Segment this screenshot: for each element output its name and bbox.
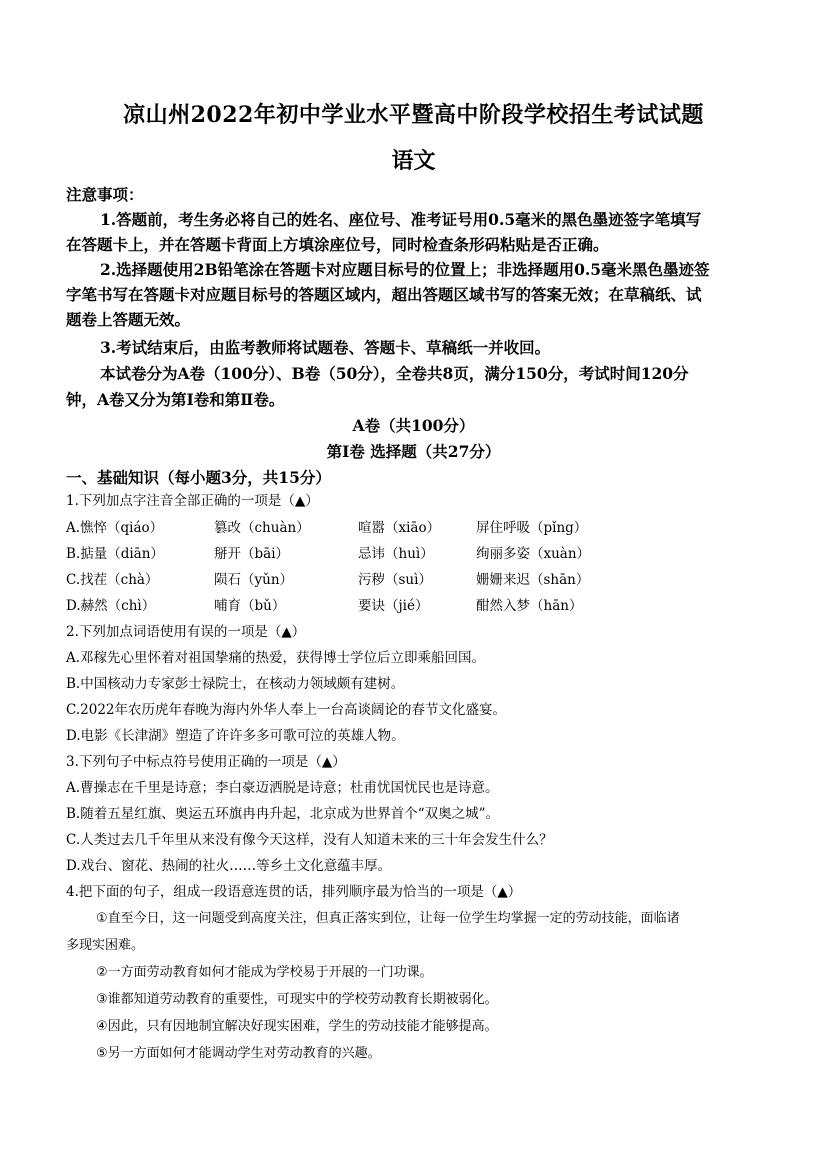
q4-sentence-5: ⑤另一方面如何才能调动学生对劳动教育的兴趣。 — [96, 1046, 381, 1061]
q3-option-c: C.人类过去几千年里从来没有像今天这样，没有人知道未来的三十年会发生什么？ — [66, 832, 553, 848]
q4-sentence-1-line-1: ①直至今日，这一问题受到高度关注，但真正落实到位，让每一位学生均掌握一定的劳动技能，面临诸 — [96, 911, 680, 926]
q1-option-c-4: 姗姗来迟（shān） — [476, 572, 590, 588]
q1-option-a-4: 屏住呼吸（pǐng） — [476, 520, 588, 536]
q1-option-b-3: 忌讳（huì） — [358, 546, 434, 562]
exam-info-line-1: 本试卷分为A卷（100分）、B卷（50分），全卷共8页，满分150分，考试时间120分 — [100, 364, 689, 383]
q1-option-c-1: C.找茬（chà） — [66, 572, 159, 588]
q2-option-b: B.中国核动力专家彭士禄院士，在核动力领域颇有建树。 — [66, 676, 405, 692]
question-2-stem: 2.下列加点词语使用有误的一项是（▲） — [66, 624, 306, 640]
q1-option-a-2: 篡改（chuàn） — [214, 520, 310, 536]
question-3-stem: 3.下列句子中标点符号使用正确的一项是（▲） — [66, 754, 346, 770]
q1-option-d-2: 哺育（bǔ） — [214, 598, 286, 614]
notice-item-2-line-2: 字笔书写在答题卡对应题目标号的答题区域内，超出答题区域书写的答案无效；在草稿纸、试 — [66, 285, 702, 304]
q3-option-d: D.戏台、窗花、热闹的社火……等乡土文化意蕴丰厚。 — [66, 858, 392, 874]
question-4-stem: 4.把下面的句子，组成一段语意连贯的话，排列顺序最为恰当的一项是（▲） — [66, 884, 522, 900]
question-1-stem: 1.下列加点字注音全部正确的一项是（▲） — [66, 493, 319, 509]
q1-option-a-1: A.憔悴（qiáo） — [66, 520, 164, 536]
basic-knowledge-heading: 一、基础知识（每小题3分，共15分） — [66, 468, 331, 487]
q2-option-c: C.2022年农历虎年春晚为海内外华人奉上一台高谈阔论的春节文化盛宴。 — [66, 702, 506, 718]
section-a-heading: A卷（共100分） — [352, 416, 475, 435]
notice-item-2-line-1: 2.选择题使用2B铅笔涂在答题卡对应题目标号的位置上；非选择题用0.5毫米黑色墨迹签 — [100, 260, 710, 279]
q1-option-b-4: 绚丽多姿（xuàn） — [476, 546, 591, 562]
q2-option-a: A.邓稼先心里怀着对祖国挚痛的热爱，获得博士学位后立即乘船回国。 — [66, 650, 486, 666]
q4-sentence-2: ②一方面劳动教育如何才能成为学校易于开展的一门功课。 — [96, 965, 433, 980]
q3-option-a: A.曹操志在千里是诗意；李白豪迈洒脱是诗意；杜甫忧国忧民也是诗意。 — [66, 780, 499, 796]
q1-option-c-3: 污秽（suì） — [358, 572, 432, 588]
part-1-heading: 第Ⅰ卷 选择题（共27分） — [326, 442, 501, 461]
q1-option-d-3: 要诀（jié） — [358, 598, 429, 614]
q1-option-d-1: D.赫然（chì） — [66, 598, 156, 614]
q4-sentence-4: ④因此，只有因地制宜解决好现实困难，学生的劳动技能才能够提高。 — [96, 1019, 498, 1034]
q4-sentence-1-line-2: 多现实困难。 — [66, 938, 145, 953]
q1-option-b-2: 掰开（bāi） — [214, 546, 290, 562]
q1-option-c-2: 陨石（yǔn） — [214, 572, 294, 588]
notice-item-3: 3.考试结束后，由监考教师将试题卷、答题卡、草稿纸一并收回。 — [100, 338, 551, 357]
notice-item-1-line-1: 1.答题前，考生务必将自己的姓名、座位号、准考证号用0.5毫米的黑色墨迹签字笔填写 — [100, 210, 702, 229]
q2-option-d: D.电影《长津湖》塑造了许许多多可歌可泣的英雄人物。 — [66, 728, 405, 744]
notice-item-2-line-3: 题卷上答题无效。 — [66, 310, 191, 329]
exam-info-line-2: 钟，A卷又分为第Ⅰ卷和第Ⅱ卷。 — [66, 390, 285, 409]
q1-option-d-4: 酣然入梦（hān） — [476, 598, 583, 614]
q4-sentence-3: ③谁都知道劳动教育的重要性，可现实中的学校劳动教育长期被弱化。 — [96, 992, 498, 1007]
page-title: 凉山州2022年初中学业水平暨高中阶段学校招生考试试题 — [123, 102, 704, 128]
subject-title: 语文 — [391, 148, 436, 174]
q1-option-b-1: B.掂量（diān） — [66, 546, 164, 562]
notice-item-1-line-2: 在答题卡上，并在答题卡背面上方填涂座位号，同时检查条形码粘贴是否正确。 — [66, 235, 609, 254]
q1-option-a-3: 喧嚣（xiāo） — [358, 520, 441, 536]
notice-heading: 注意事项： — [66, 185, 144, 204]
q3-option-b: B.随着五星红旗、奥运五环旗冉冉升起，北京成为世界首个“双奥之城”。 — [66, 806, 500, 822]
